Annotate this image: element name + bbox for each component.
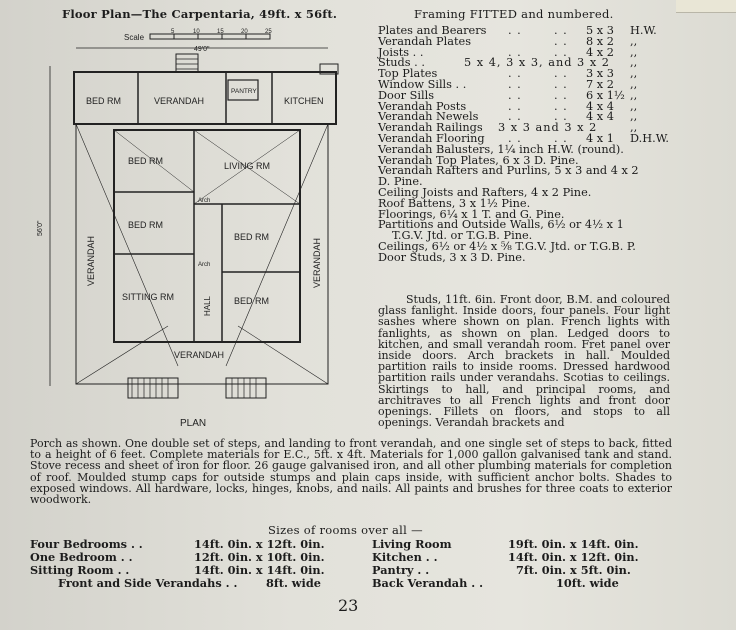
specification-paragraph-2: [30, 438, 672, 505]
plan-title: Floor Plan—The Carpentaria, 49ft. x 56ft.: [62, 7, 338, 21]
room-bed-3: BED RM: [234, 232, 270, 242]
room-size-name: Sitting Room . .: [30, 563, 130, 577]
front-steps-left: [128, 378, 178, 398]
scale-tick: 10: [193, 29, 200, 35]
spec-text-1: Studs, 11ft. 6in. Front door, B.M. and coloured glass fanlight. Inside doors, four panels. Four light sashes where shown on plan. French lights with fanlights, as shown on plan. Ledged doors to kitchen, and small verandah room. Fret panel over inside doors. Arch brackets in hall. Moulded partition rails to inside rooms. Dressed hardwood partition rails under verandahs. Scotias to ceilings. Skirtings to hall, and principal rooms, and architraves to all French lights and front door openings. Fillets on floors, and stops to all openings. Verandah brackets and: [378, 293, 670, 430]
plan-caption: PLAN: [180, 418, 207, 429]
schedule-line: Verandah Top Plates, 6 x 3 D. Pine.: [378, 153, 579, 167]
schedule-row: Verandah Plates . . 8 x 2 ,,: [378, 34, 638, 48]
floor-plan: [28, 26, 368, 434]
room-size-name: Four Bedrooms . .: [30, 537, 143, 551]
schedule-line: Partitions and Outside Walls, 6½ or 4½ x 1: [378, 218, 624, 232]
schedule-line: Roof Battens, 3 x 1½ Pine.: [378, 196, 531, 210]
room-size-dim: 14ft. 0in. x 14ft. 0in.: [194, 563, 325, 577]
scale-tick: 25: [265, 29, 272, 35]
room-hall: HALL: [203, 295, 212, 316]
verandah-size-name: Front and Side Verandahs . .: [58, 576, 238, 590]
schedule-row: Joists . . . . . . 4 x 2 ,,: [378, 45, 638, 59]
scale-tick: 20: [241, 29, 248, 35]
room-verandah-right: VERANDAH: [312, 237, 322, 288]
room-size-name: Living Room: [372, 537, 452, 551]
room-size-dim: 14ft. 0in. x 12ft. 0in.: [194, 537, 325, 551]
schedule-row: Door Sills . . . . 6 x 1½ ,,: [378, 88, 638, 102]
schedule-line: Ceilings, 6½ or 4½ x ⅝ T.G.V. Jtd. or T.G.B. P.: [378, 239, 636, 253]
room-kitchen: KITCHEN: [284, 96, 324, 106]
schedule-line: Ceiling Joists and Rafters, 4 x 2 Pine.: [378, 185, 592, 199]
room-bed-rear: BED RM: [86, 96, 122, 106]
schedule-row: Verandah Railings 3 x 3 and 3 x 2 ,,: [378, 121, 638, 135]
room-verandah-left: VERANDAH: [86, 235, 96, 286]
schedule-row: Verandah Flooring . . . . 4 x 1 D.H.W.: [378, 131, 669, 145]
schedule-line: Verandah Rafters and Purlins, 5 x 3 and 4 x 2: [378, 164, 639, 178]
schedule-line: D. Pine.: [378, 175, 423, 189]
room-size-dim: 19ft. 0in. x 14ft. 0in.: [508, 537, 639, 551]
room-pantry: PANTRY: [231, 88, 257, 95]
framing-schedule: [378, 26, 678, 264]
schedule-row: Window Sills . . . . . . 7 x 2 ,,: [378, 77, 638, 91]
room-size-name: Pantry . .: [372, 563, 430, 577]
room-sitting: SITTING RM: [122, 292, 174, 302]
schedule-row: Plates and Bearers . . . . 5 x 3 H.W.: [378, 24, 657, 37]
depth-dimension: 56'0": [37, 220, 44, 236]
room-size-dim: 14ft. 0in. x 12ft. 0in.: [508, 550, 639, 564]
room-size-dim: 12ft. 0in. x 10ft. 0in.: [194, 550, 325, 564]
room-size-name: Kitchen . .: [372, 550, 438, 564]
room-bed-2: BED RM: [128, 220, 164, 230]
width-dimension: 49'0": [194, 46, 210, 53]
verandah-size-name: Back Verandah . .: [372, 576, 484, 590]
schedule-row: Studs . . 5 x 4, 3 x 3, and 3 x 2 ,,: [378, 56, 638, 70]
scale-tick: 15: [217, 29, 224, 35]
scale-tick: 5: [171, 29, 175, 35]
sizes-title: Sizes of rooms over all —: [268, 523, 423, 537]
page-number: 23: [338, 596, 359, 615]
room-size-dim: 7ft. 0in. x 5ft. 0in.: [516, 563, 631, 577]
scale-bar: [150, 34, 270, 39]
room-size-name: One Bedroom . .: [30, 550, 133, 564]
specification-paragraph-1: [378, 294, 670, 428]
schedule-line: Verandah Balusters, 1¼ inch H.W. (round).: [378, 142, 624, 156]
room-living: LIVING RM: [224, 161, 271, 171]
verandah-size-width: 8ft. wide: [266, 576, 321, 590]
arch-label-1: Arch: [198, 198, 211, 204]
scale-label: Scale: [124, 33, 145, 42]
arch-label-2: Arch: [198, 262, 211, 268]
schedule-row: Verandah Newels . . . . 4 x 4 ,,: [378, 110, 638, 124]
room-verandah-front: VERANDAH: [174, 350, 225, 360]
verandah-size-width: 10ft. wide: [556, 576, 619, 590]
schedule-row: Verandah Posts . . . . 4 x 4 ,,: [378, 99, 638, 113]
schedule-line: T.G.V. Jtd. or T.G.B. Pine.: [392, 229, 533, 243]
room-bed-4: BED RM: [234, 296, 270, 306]
schedule-line: Door Studs, 3 x 3 D. Pine.: [378, 250, 526, 264]
room-verandah-rear: VERANDAH: [154, 96, 205, 106]
spec-text-2: Porch as shown. One double set of steps, and landing to front verandah, and one single set of steps to back, fitted to a height of 6 feet. Complete materials for E.C., 5ft. x 4ft. Materials for 1,000 gallon galvanised tank and stand. Stove recess and sheet of iron for floor. 26 gauge galvanised iron, and all other plumbing materials for completion of roof. Moulded stump caps for outside stumps and plain caps inside, with sufficient anchor bolts. Shades to exposed windows. All hardware, locks, hinges, knobs, and nails. All paints and brushes for three coats to exterior woodwork.: [30, 437, 672, 507]
room-bed-1: BED RM: [128, 156, 164, 166]
schedule-row: Top Plates . . . . 3 x 3 ,,: [378, 67, 638, 81]
framing-title: Framing FITTED and numbered.: [414, 7, 614, 21]
floor-plan-drawing: [28, 26, 368, 434]
schedule-line: Floorings, 6¼ x 1 T. and G. Pine.: [378, 207, 565, 221]
page-corner-tab: [676, 0, 736, 13]
